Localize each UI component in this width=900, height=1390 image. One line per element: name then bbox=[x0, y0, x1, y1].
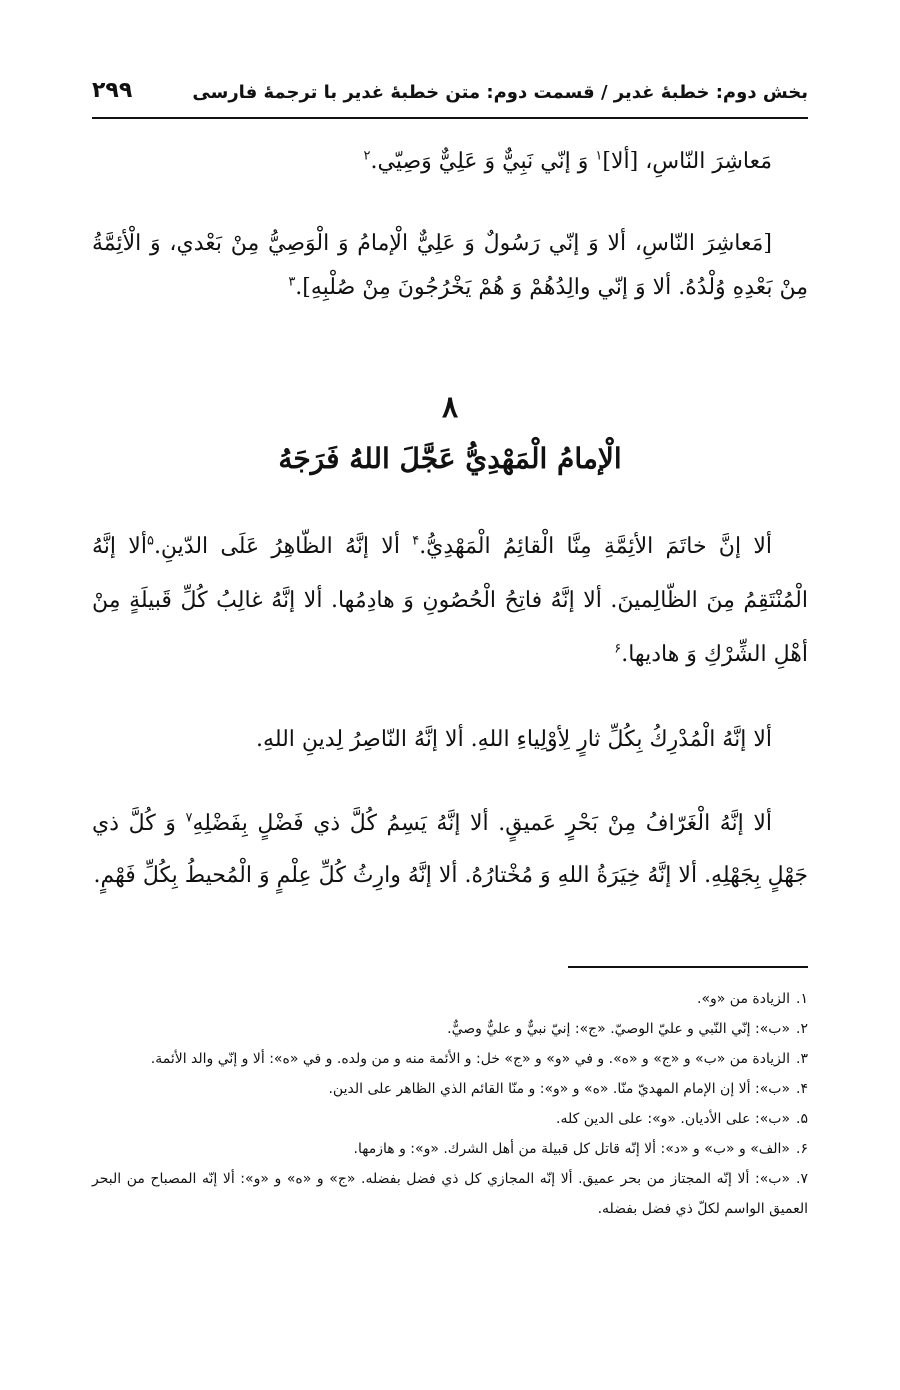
footnote-text: الزيادة من «و». bbox=[697, 991, 791, 1007]
footnote-item bbox=[92, 1134, 808, 1164]
paragraph-5 bbox=[92, 798, 808, 902]
page-number: ۲۹۹ bbox=[92, 78, 133, 103]
paragraph-1-text-2: وَ إنّي نَبِيٌّ وَ عَلِيٌّ وَصِيّي. bbox=[370, 149, 596, 174]
footnote-ref-6: ۶ bbox=[614, 641, 622, 657]
paragraph-5-text-a: ألا إنَّهُ الْغَرّافُ مِنْ بَحْرٍ عَميقٍ. ألا إنَّهُ يَسِمُ كُلَّ ذي فَضْلٍ بِفَضْلِهِ bbox=[192, 811, 772, 836]
paragraph-3-text-a: ألا إنَّ خاتَمَ الأئِمَّةِ مِنَّا الْقائِمُ الْمَهْدِيُّ. bbox=[419, 534, 772, 559]
footnote-number: ۶. bbox=[796, 1141, 808, 1157]
footnote-number: ۷. bbox=[796, 1171, 808, 1187]
footnote-item bbox=[92, 1014, 808, 1044]
footnote-text: «ب»: ألا إن الإمام المهديّ منّا. «ه» و «و»: و منّا القائم الذي الظاهر على الدين. bbox=[328, 1081, 791, 1097]
footnote-number: ۳. bbox=[796, 1051, 808, 1067]
footnote-number: ۵. bbox=[796, 1111, 808, 1127]
footnote-ref-2: ۲ bbox=[363, 148, 371, 164]
footnote-item bbox=[92, 984, 808, 1014]
footnote-ref-3: ۳ bbox=[288, 274, 296, 290]
footnote-text: الزيادة من «ب» و «ج» و «ه». و في «و» و «ج» خل: و الأئمة منه و من ولده. و في «ه»: ألا و إنّي والد الأئمة. bbox=[150, 1051, 791, 1067]
footnote-item bbox=[92, 1074, 808, 1104]
footnote-number: ۲. bbox=[796, 1021, 808, 1037]
footnote-item bbox=[92, 1044, 808, 1074]
footnote-number: ۱. bbox=[796, 991, 808, 1007]
header-rule bbox=[92, 117, 808, 119]
paragraph-4 bbox=[92, 718, 808, 762]
header-title: بخش دوم: خطبهٔ غدیر / قسمت دوم: متن خطبهٔ غدیر با ترجمهٔ فارسی bbox=[192, 82, 808, 103]
footnote-item bbox=[92, 1104, 808, 1134]
footnote-number: ۴. bbox=[796, 1081, 808, 1097]
paragraph-1-text: مَعاشِرَ النّاسِ، [ألا] bbox=[602, 149, 772, 174]
footnote-ref-1: ۱ bbox=[595, 148, 603, 164]
footnote-text: «الف» و «ب» و «د»: ألا إنّه قاتل كل قبيلة من أهل الشرك. «و»: و هازمها. bbox=[353, 1141, 791, 1157]
running-header bbox=[92, 78, 808, 114]
paragraph-2 bbox=[92, 222, 808, 310]
paragraph-2-text: [مَعاشِرَ النّاسِ، ألا وَ إنّي رَسُولٌ وَ عَلِيٌّ الْإمامُ وَ الْوَصِيُّ مِنْ بَعْدي، وَ الْأئِمَّةُ مِنْ بَعْدِهِ وُلْدُهُ. ألا وَ إنّي والِدُهُمْ وَ هُمْ يَخْرُجُونَ مِنْ صُلْبِهِ]. bbox=[92, 231, 808, 300]
paragraph-3-text-b: ألا إنَّهُ الظّاهِرُ عَلَى الدّينِ. bbox=[153, 534, 413, 559]
section-number: ۸ bbox=[441, 390, 459, 425]
footnote-ref-5: ۵ bbox=[146, 533, 154, 549]
paragraph-3-text-c: ألا إنَّهُ الْمُنْتَقِمُ مِنَ الظّالِمينَ. ألا إنَّهُ فاتِحُ الْحُصُونِ وَ هادِمُها. ألا إنَّهُ غالِبُ كُلِّ قَبيلَةٍ مِنْ أهْلِ الشِّرْكِ وَ هاديها. bbox=[92, 534, 808, 667]
footnote-ref-4: ۴ bbox=[412, 533, 420, 549]
section-title: الْإمامُ الْمَهْدِيُّ عَجَّلَ اللهُ فَرَجَهُ bbox=[278, 442, 622, 475]
footnote-rule bbox=[568, 966, 808, 968]
paragraph-1 bbox=[92, 140, 808, 184]
footnote-ref-7: ۷ bbox=[185, 810, 193, 826]
footnotes bbox=[92, 984, 808, 1224]
footnote-text: «ب»: إنّي النّبي و عليّ الوصيّ. «ج»: إنيّ نبيٌّ و عليٌّ وصيٌّ. bbox=[447, 1021, 791, 1037]
footnote-text: «ب»: ألا إنّه المجتاز من بحر عميق. ألا إنّه المجازي كل ذي فضل بفضله. «ج» و «ه» و «و»: ألا إنّه المصباح من البحر العميق الواسم لكلّ ذي فضل بفضله. bbox=[92, 1171, 808, 1217]
paragraph-5-text-b: وَ كُلَّ ذي جَهْلٍ بِجَهْلِهِ. ألا إنَّهُ خِيَرَةُ اللهِ وَ مُخْتارُهُ. ألا إنَّهُ وارِثُ كُلِّ عِلْمٍ وَ الْمُحيطُ بِكُلِّ فَهْمٍ. bbox=[92, 811, 808, 888]
paragraph-4-text: ألا إنَّهُ الْمُدْرِكُ بِكُلِّ ثارٍ لِأوْلِياءِ اللهِ. ألا إنَّهُ النّاصِرُ لِدينِ اللهِ. bbox=[256, 727, 772, 752]
paragraph-3 bbox=[92, 520, 808, 682]
footnote-item bbox=[92, 1164, 808, 1224]
footnote-text: «ب»: على الأديان. «و»: على الدين كله. bbox=[556, 1111, 791, 1127]
